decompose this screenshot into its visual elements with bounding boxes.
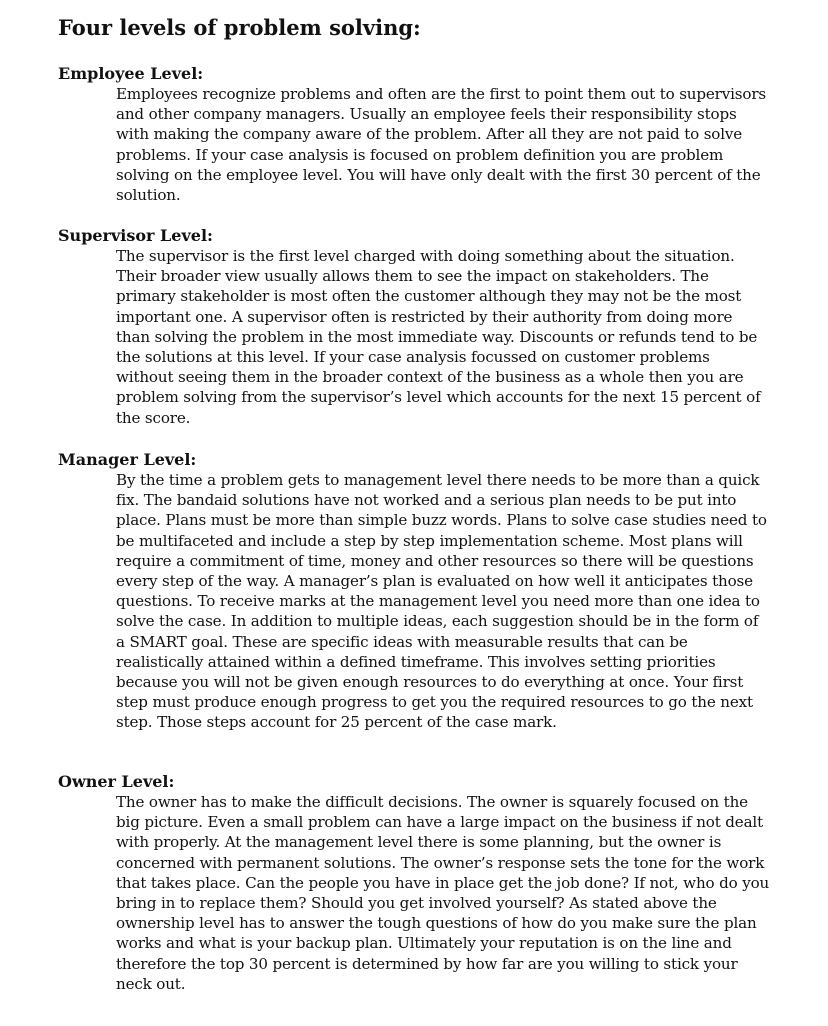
section-body: Employees recognize problems and often are the first to point them out to supervisors and other company managers. Usually an employee feels their responsibility stops with making the company aware of the problem. After all they are not paid to solve problems. If your case analysis is focused on problem definition you are problem solving on the employee level. You will have only dealt with the first 30 percent of the solution.: [116, 85, 766, 205]
section-heading: Manager Level:: [58, 450, 197, 469]
section-body: The owner has to make the difficult decisions. The owner is squarely focused on the big picture. Even a small problem can have a large impact on the business if not dealt with properly. At the management level there is some planning, but the owner is concerned with permanent solutions. The owner’s response sets the tone for the work that takes place. Can the people you have in place get the job done? If not, who do you bring in to replace them? Should you get involved yourself? As stated above the ownership level has to answer the tough questions of how do you make sure the plan works and what is your backup plan. Ultimately your reputation is on the line and therefore the top 30 percent is determined by how far are you willing to stick your neck out.: [116, 793, 770, 993]
section-heading: Supervisor Level:: [58, 226, 213, 245]
section-heading: Owner Level:: [58, 772, 175, 791]
section-employee-level: [58, 63, 778, 205]
section-body: The supervisor is the first level charged with doing something about the situation. Their broader view usually allows them to see the impact on stakeholders. The primary stakeholder is most often the customer although they may not be the most important one. A supervisor often is restricted by their authority from doing more than solving the problem in the most immediate way. Discounts or refunds tend to be the solutions at this level. If your case analysis focussed on customer problems without seeing them in the broader context of the business as a whole then you are problem solving from the supervisor’s level which accounts for the next 15 percent of the score.: [116, 247, 761, 427]
document-title: Four levels of problem solving:: [58, 15, 421, 40]
section-owner-level: [58, 771, 778, 994]
section-heading: Employee Level:: [58, 64, 204, 83]
section-body: By the time a problem gets to management level there needs to be more than a quick fix. The bandaid solutions have not worked and a serious plan needs to be put into place. Plans must be more than simple buzz words. Plans to solve case studies need to be multifaceted and include a step by step implementation scheme. Most plans will require a commitment of time, money and other resources so there will be questions every step of the way. A manager’s plan is evaluated on how well it anticipates those questions. To receive marks at the management level you need more than one idea to solve the case. In addition to multiple ideas, each suggestion should be in the form of a SMART goal. These are specific ideas with measurable results that can be realistically attained within a defined timeframe. This involves setting priorities because you will not be given enough resources to do everything at once. Your first step must produce enough progress to get you the required resources to go the next step. Those steps account for 25 percent of the case mark.: [116, 471, 767, 732]
section-supervisor-level: [58, 225, 778, 428]
section-manager-level: [58, 449, 778, 733]
